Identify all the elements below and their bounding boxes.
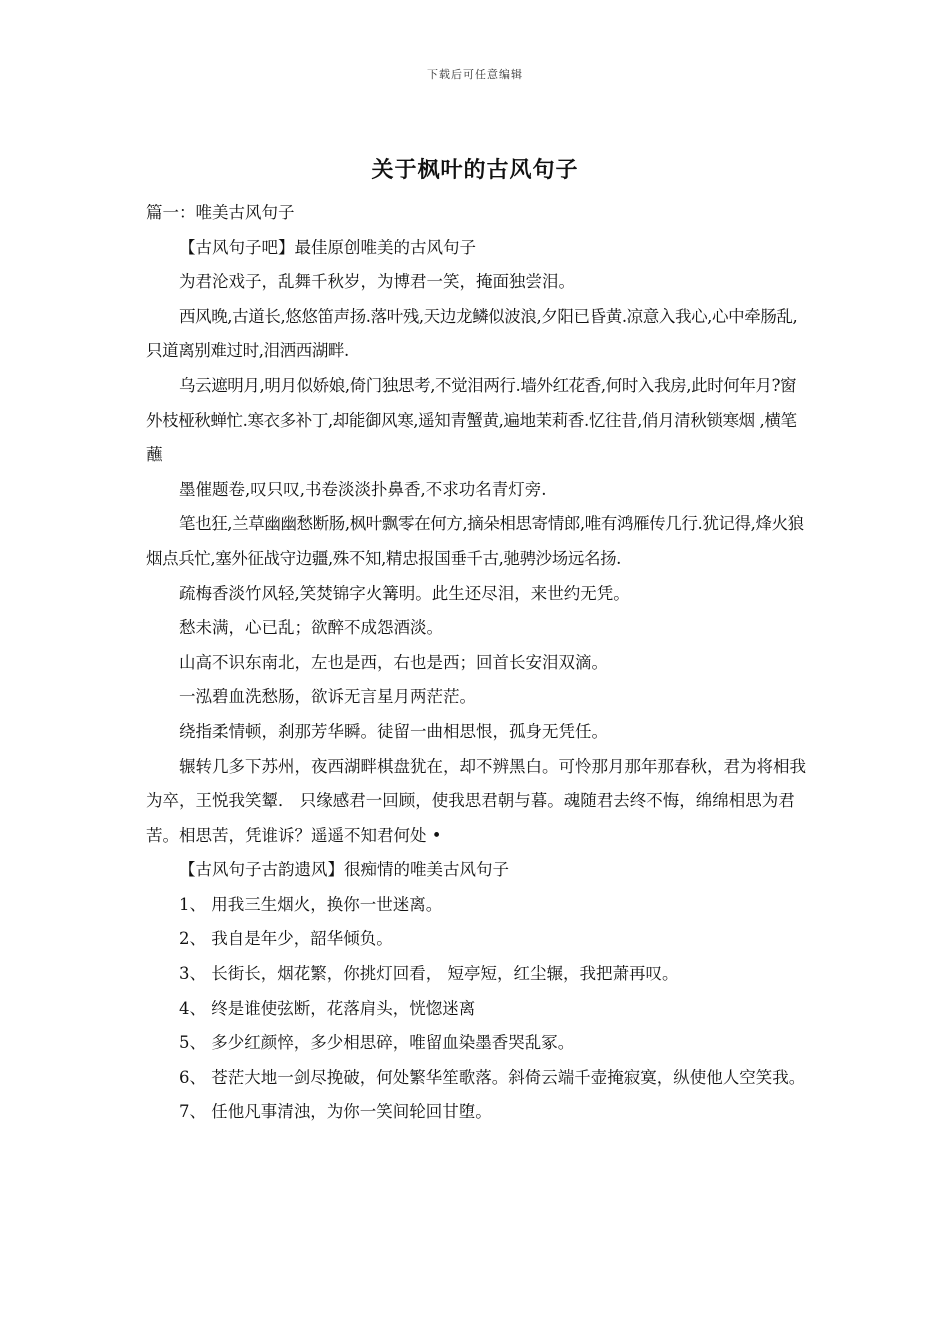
paragraph: 【古风句子吧】最佳原创唯美的古风句子	[179, 237, 476, 257]
paragraph: 为君沦戏子，乱舞千秋岁，为博君一笑，掩面独尝泪。	[179, 272, 575, 292]
document-title: 关于枫叶的古风句子	[371, 157, 579, 183]
list-item: 4、 终是谁使弦断，花落肩头，恍惚迷离	[179, 998, 476, 1018]
paragraph: 绕指柔情顿，刹那芳华瞬。徒留一曲相思恨，孤身无凭任。	[179, 721, 608, 741]
list-item: 3、 长街长，烟花繁，你挑灯回看， 短亭短，红尘辗，我把萧再叹。	[179, 964, 679, 984]
list-item: 7、 任他凡事清浊，为你一笑间轮回甘堕。	[179, 1102, 492, 1122]
list-item: 5、 多少红颜悴，多少相思碎，唯留血染墨香哭乱冢。	[179, 1033, 575, 1053]
paragraph: 乌云遮明月,明月似娇娘,倚门独思考,不觉泪两行.墙外红花香,何时入我房,此时何年月?窗外枝桠秋蝉忙.寒衣多补丁,却能御风寒,遥知青蟹黄,遍地茉莉香.忆往昔,俏月清秋锁寒烟 ,横笔蘸	[146, 375, 797, 465]
list-item: 6、 苍茫大地一剑尽挽破，何处繁华笙歌落。斜倚云端千壶掩寂寞，纵使他人空笑我。	[179, 1067, 806, 1087]
paragraph: 辗转几多下苏州，夜西湖畔棋盘犹在，却不辨黑白。可怜那月那年那春秋，君为将相我为卒，王悦我笑颦． 只缘感君一回顾，使我思君朝与暮。魂随君去终不悔，绵绵相思为君苦。相思苦，凭谁诉？遥遥不知君何处 •	[146, 756, 806, 845]
paragraph: 山高不识东南北，左也是西，右也是西；回首长安泪双滴。	[179, 652, 608, 672]
paragraph: 西风晚,古道长,悠悠笛声扬.落叶残,天边龙鳞似波浪,夕阳已昏黄.凉意入我心,心中牵肠乱,只道离别难过时,泪洒西湖畔.	[146, 306, 798, 361]
section-heading: 篇一：唯美古风句子	[146, 203, 295, 222]
paragraph: 一泓碧血洗愁肠，欲诉无言星月两茫茫。	[179, 687, 476, 707]
header-note: 下载后可任意编辑	[427, 68, 523, 81]
paragraph: 【古风句子古韵遗风】很痴情的唯美古风句子	[179, 860, 509, 880]
list-item: 2、 我自是年少，韶华倾负。	[179, 929, 393, 949]
paragraph: 墨催题卷,叹只叹,书卷淡淡扑鼻香,不求功名青灯旁.	[179, 479, 547, 499]
paragraph: 疏梅香淡竹风轻,笑焚锦字火篝明。此生还尽泪，来世约无凭。	[179, 583, 630, 603]
list-item: 1、 用我三生烟火，换你一世迷离。	[179, 894, 443, 914]
paragraph: 笔也狂,兰草幽幽愁断肠,枫叶飘零在何方,摘朵相思寄情郎,唯有鸿雁传几行.犹记得,烽火狼烟点兵忙,塞外征战守边疆,殊不知,精忠报国垂千古,驰骋沙场远名扬.	[146, 514, 804, 568]
paragraph: 愁未满，心已乱；欲醉不成怨酒淡。	[179, 618, 443, 638]
document-body	[146, 196, 810, 1130]
